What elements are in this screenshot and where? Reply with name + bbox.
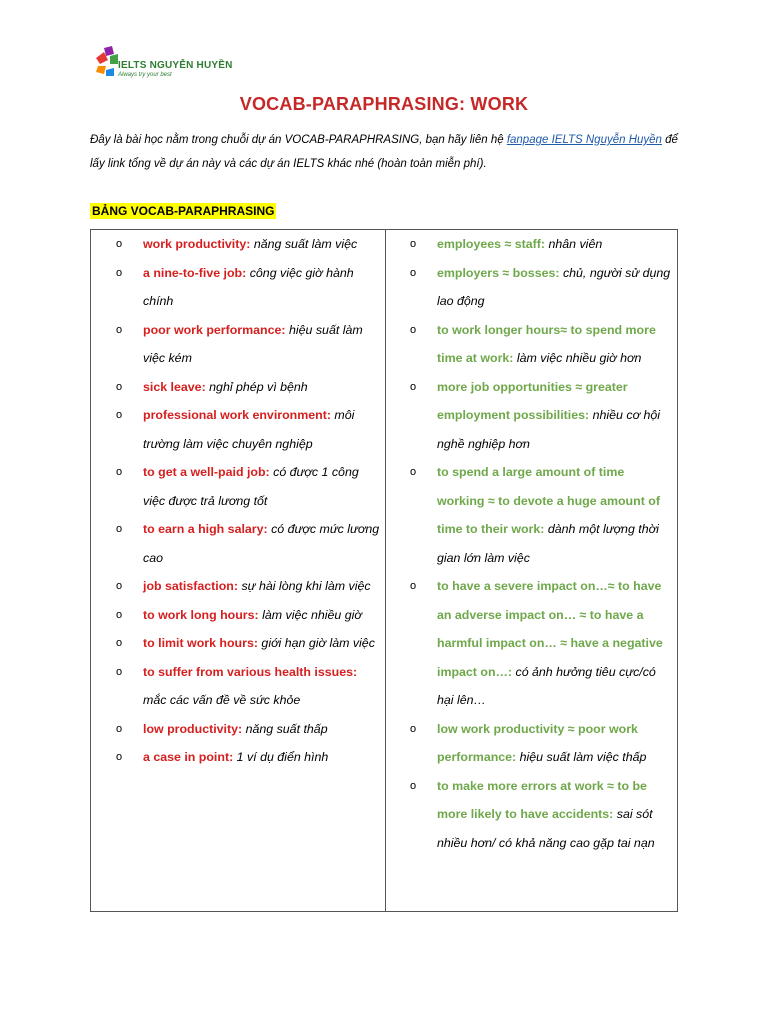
section-title: BẢNG VOCAB-PARAPHRASING [92, 204, 275, 218]
vocab-meaning: sai sót nhiều hơn/ có khả năng cao gặp tai nạn [437, 807, 655, 850]
vocab-meaning: năng suất thấp [245, 721, 328, 736]
vocab-meaning: nhiều cơ hội nghề nghiệp hơn [437, 408, 661, 451]
vocab-term: to work long hours: [143, 607, 259, 622]
left-vocab-list [113, 230, 381, 772]
vocab-term: to earn a high salary: [143, 522, 268, 536]
right-vocab-list [407, 230, 673, 857]
vocab-meaning: hiệu suất làm việc kém [143, 322, 363, 365]
vocab-item [113, 401, 381, 458]
vocab-term: sick leave: [143, 379, 206, 394]
vocab-term: to limit work hours: [143, 636, 258, 650]
vocab-item [113, 259, 381, 316]
vocab-meaning: nhân viên [548, 237, 603, 251]
vocab-meaning: chủ, người sử dụng lao động [437, 265, 671, 308]
vocab-table [90, 229, 678, 912]
vocab-meaning: mắc các vấn đề về sức khỏe [143, 693, 301, 707]
vocab-item [113, 572, 381, 601]
logo-shape-purple [104, 46, 114, 56]
vocab-term: a nine-to-five job: [143, 265, 247, 280]
vocab-term: low productivity: [143, 721, 243, 736]
vocab-meaning: có được mức lương cao [143, 522, 380, 565]
vocab-meaning: có ảnh hưởng tiêu cực/có hại lên… [437, 664, 656, 707]
vocab-meaning: có được 1 công việc được trả lương tốt [143, 465, 359, 508]
logo-name: IELTS NGUYỄN HUYỀN [118, 60, 233, 71]
vocab-item [407, 715, 673, 772]
logo-slogan: Always try your best [118, 72, 172, 78]
vocab-meaning: giới hạn giờ làm việc [261, 636, 375, 650]
vocab-meaning: nghỉ phép vì bệnh [209, 379, 308, 394]
vocab-term: employers ≈ bosses: [437, 265, 560, 280]
vocab-term: poor work performance: [143, 322, 286, 337]
vocab-term: a case in point: [143, 750, 234, 764]
vocab-term: job satisfaction: [143, 579, 239, 593]
vocab-item [113, 230, 381, 259]
vocab-meaning: hiệu suất làm việc thấp [519, 750, 647, 764]
vocab-item [113, 629, 381, 658]
vocab-item [407, 458, 673, 572]
vocab-term: to make more errors at work ≈ to be more likely to have accidents: [437, 778, 647, 821]
vocab-term: to work longer hours≈ to spend more time at work: [437, 322, 656, 365]
vocab-term: more job opportunities ≈ greater employment possibilities: [437, 379, 628, 422]
left-column [113, 230, 381, 772]
vocab-meaning: môi trường làm việc chuyên nghiệp [143, 408, 355, 451]
vocab-meaning: năng suất làm việc [253, 237, 358, 251]
right-column [407, 230, 673, 857]
vocab-item [407, 230, 673, 259]
vocab-item [113, 658, 381, 715]
vocab-item [407, 316, 673, 373]
vocab-term: employees ≈ staff: [437, 237, 546, 251]
vocab-item [407, 259, 673, 316]
vocab-item [407, 772, 673, 858]
vocab-item [407, 572, 673, 715]
vocab-item [113, 458, 381, 515]
vocab-item [407, 373, 673, 459]
vocab-term: to suffer from various health issues: [143, 664, 358, 679]
vocab-term: low work productivity ≈ poor work performance: [437, 721, 638, 764]
vocab-term: professional work environment: [143, 408, 331, 422]
intro-text-after: để lấy link tổng về dự án này và các dự án IELTS khác nhé (hoàn toàn miễn phí). [90, 134, 678, 170]
fanpage-link[interactable]: fanpage IELTS Nguyễn Huyền [506, 134, 662, 146]
column-divider [385, 230, 386, 911]
vocab-meaning: công việc giờ hành chính [143, 265, 354, 308]
vocab-meaning: dành một lượng thời gian lớn làm việc [437, 522, 659, 565]
vocab-item [113, 743, 381, 772]
vocab-item [113, 373, 381, 402]
intro-text-before: Đây là bài học nằm trong chuỗi dự án VOCAB-PARAPHRASING, bạn hãy liên hệ [90, 134, 507, 146]
vocab-item [113, 316, 381, 373]
vocab-meaning: 1 ví dụ điển hình [236, 750, 329, 764]
logo-shape-green [110, 54, 118, 64]
vocab-meaning: sự hài lòng khi làm việc [241, 579, 371, 593]
vocab-item [113, 515, 381, 572]
vocab-item [113, 715, 381, 744]
vocab-term: work productivity: [143, 237, 251, 251]
vocab-term: to have a severe impact on…≈ to have an adverse impact on… ≈ to have a harmful impact on… ≈ have a negative impact on…: [437, 579, 663, 679]
logo-shape-blue [106, 68, 114, 76]
vocab-term: to spend a large amount of time working ≈ to devote a huge amount of time to their work: [437, 465, 660, 536]
vocab-meaning: làm việc nhiều giờ hơn [516, 351, 642, 365]
vocab-term: to get a well-paid job: [143, 465, 270, 479]
vocab-item [113, 601, 381, 630]
vocab-meaning: làm việc nhiều giờ [262, 607, 362, 622]
page-title: VOCAB-PARAPHRASING: WORK [239, 94, 529, 114]
logo-shape-orange [96, 66, 106, 74]
intro-paragraph [90, 128, 680, 176]
